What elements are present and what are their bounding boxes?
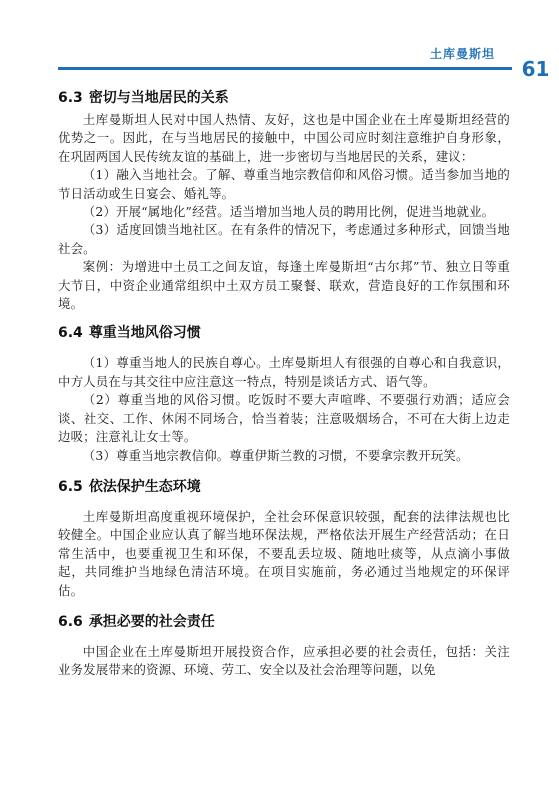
- section-title: 密切与当地居民的关系: [88, 90, 229, 106]
- section-heading: [58, 321, 510, 346]
- paragraph: （3）尊重当地宗教信仰。尊重伊斯兰教的习惯，不要拿宗教开玩笑。: [82, 447, 469, 463]
- page-number: 61: [512, 56, 559, 82]
- paragraph: 土库曼斯坦人民对中国人热情、友好，这也是中国企业在土库曼斯坦经营的优势之一。因此，在与当地居民的接触中，中国公司应时刻注意维护自身形象，在巩固两国人民传统友谊的基础上，进一步密切与当地居民的关系，建议：: [58, 112, 510, 164]
- paragraph: （1）尊重当地人的民族自尊心。土库曼斯坦人有很强的自尊心和自我意识，中方人员在与其交往中应注意这一特点，特别是谈话方式、语气等。: [58, 355, 510, 389]
- section-title: 依法保护生态环境: [88, 478, 201, 495]
- section-body: [58, 508, 510, 600]
- section-title: 尊重当地风俗习惯: [88, 325, 201, 342]
- paragraph: （3）适度回馈当地社区。在有条件的情况下，考虑通过多种形式，回馈当地社会。: [58, 222, 510, 256]
- section-body: [58, 111, 510, 313]
- paragraph: 中国企业在土库曼斯坦开展投资合作，应承担必要的社会责任，包括：关注业务发展带来的资源、环境、劳工、安全以及社会治理等问题，以免: [58, 643, 510, 678]
- section-heading: [58, 610, 510, 635]
- paragraph: （1）融入当地社会。了解、尊重当地宗教信仰和风俗习惯。适当参加当地的节日活动或生日宴会、婚礼等。: [58, 167, 510, 201]
- section-heading: [58, 475, 510, 500]
- section-number: 6.5: [58, 478, 83, 495]
- section-heading: [58, 86, 510, 111]
- section-number: 6.4: [58, 325, 83, 342]
- section-number: 6.3: [58, 90, 83, 106]
- paragraph: 案例：为增进中土员工之间友谊，每逢土库曼斯坦“古尔邦”节、独立日等重大节日，中资企业通常组织中土双方员工聚餐、联欢，营造良好的工作氛围和环境。: [58, 259, 510, 312]
- section-title: 承担必要的社会责任: [88, 613, 215, 630]
- running-header-title: 土库曼斯坦: [429, 47, 495, 61]
- page-content: [58, 86, 510, 680]
- paragraph: 土库曼斯坦高度重视环境保护，全社会环保意识较强，配套的法律法规也比较健全。中国企业应认真了解当地环保法规，严格依法开展生产经营活动；在日常生活中，也要重视卫生和环保，不要乱丢垃圾、随地吐痰等，从点滴小事做起，共同维护当地绿色清洁环境。在项目实施前，务必通过当地规定的环保评估。: [58, 508, 510, 598]
- section-body: [58, 354, 510, 464]
- paragraph: （2）开展“属地化”经营。适当增加当地人员的聘用比例，促进当地就业。: [82, 204, 495, 220]
- section-body: [58, 643, 510, 680]
- section-number: 6.6: [58, 613, 83, 630]
- paragraph: （2）尊重当地的风俗习惯。吃饭时不要大声喧哗、不要强行劝酒；适应会谈、社交、工作、休闲不同场合，恰当着装；注意吸烟场合，不可在大街上边走边吸；注意礼让女士等。: [58, 392, 510, 445]
- header-rule: [58, 67, 512, 70]
